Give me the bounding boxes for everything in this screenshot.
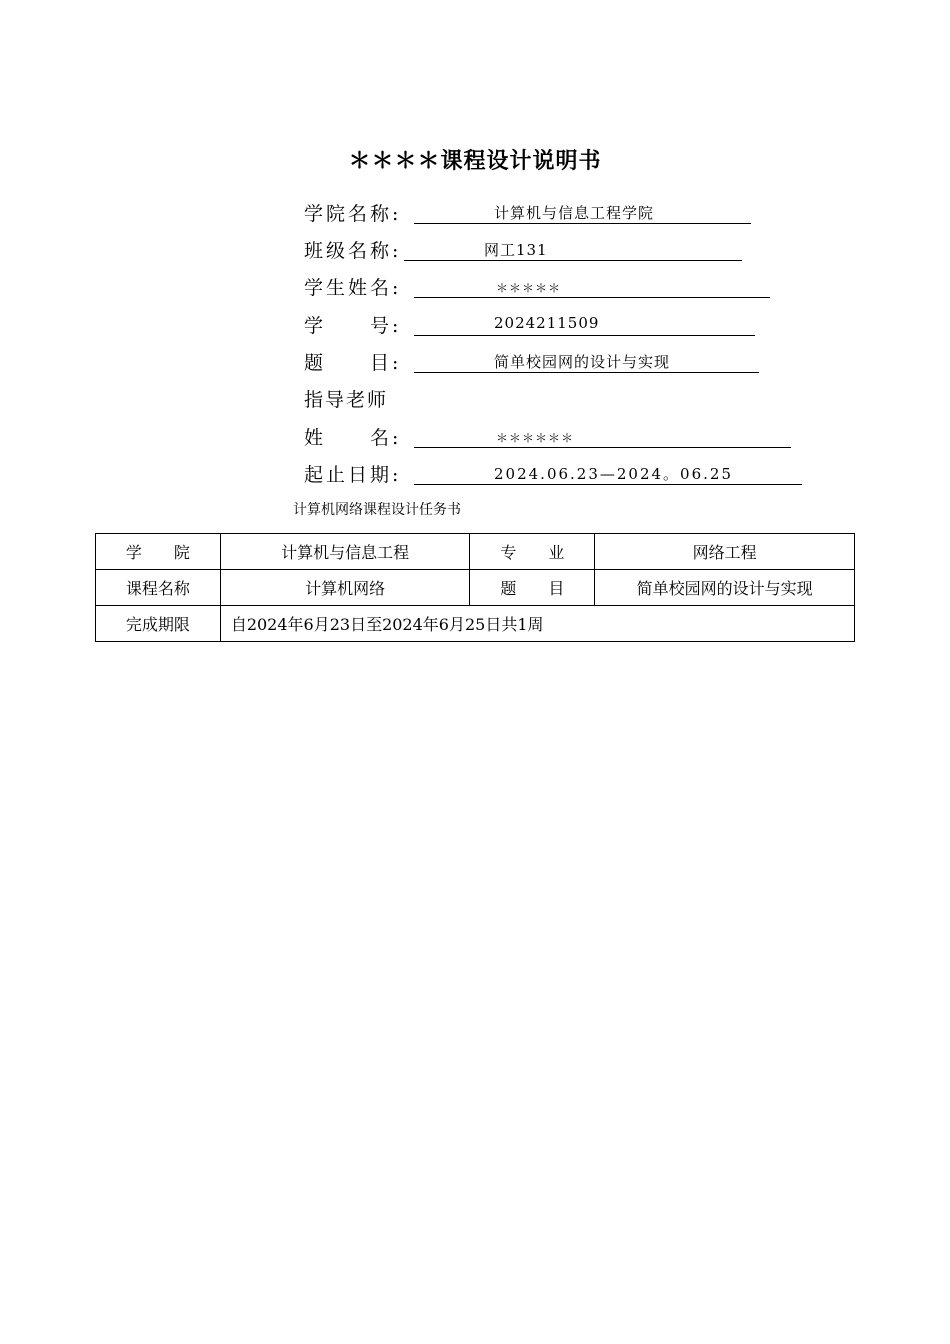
field-value: 计算机与信息工程学院: [494, 204, 655, 222]
document-title: ＊＊＊＊课程设计说明书: [348, 149, 602, 174]
table-cell: 简单校园网的设计与实现: [595, 570, 855, 606]
table-cell: 题 目: [470, 570, 595, 606]
field-value: 网工131: [484, 241, 548, 259]
task-sheet-title: 计算机网络课程设计任务书: [293, 502, 461, 518]
table-cell: 计算机网络: [220, 570, 470, 606]
field-underline: [414, 447, 791, 448]
task-table: [95, 533, 855, 642]
field-value: 2024.06.23—2024。06.25: [494, 465, 733, 483]
field-label: 题 目:: [304, 352, 402, 374]
field-underline: [404, 260, 742, 261]
field-underline: [414, 223, 751, 224]
table-cell: 学 院: [96, 534, 221, 570]
table-cell: 计算机与信息工程: [220, 534, 470, 570]
field-underline: [414, 484, 802, 485]
field-label: 班级名称:: [304, 240, 402, 262]
field-value: 简单校园网的设计与实现: [494, 353, 671, 371]
field-label: 姓 名:: [304, 427, 402, 449]
field-value: 2024211509: [494, 314, 600, 332]
table-cell: 专 业: [470, 534, 595, 570]
field-label: 学生姓名:: [304, 277, 402, 299]
table-cell: 自2024年6月23日至2024年6月25日共1周: [220, 606, 854, 642]
table-row: [96, 570, 855, 606]
field-underline: [414, 297, 770, 298]
field-label: 学 号:: [304, 315, 402, 337]
field-underline: [414, 335, 755, 336]
table-cell: 完成期限: [96, 606, 221, 642]
table-cell: 网络工程: [595, 534, 855, 570]
field-value: ＊＊＊＊＊: [496, 281, 562, 295]
field-label: 起止日期:: [304, 464, 402, 486]
field-label: 指导老师: [304, 389, 389, 411]
table-cell: 课程名称: [96, 570, 221, 606]
field-underline: [414, 372, 759, 373]
field-value: ＊＊＊＊＊＊: [496, 431, 575, 445]
table-row: [96, 606, 855, 642]
table-row: [96, 534, 855, 570]
field-label: 学院名称:: [304, 203, 402, 225]
